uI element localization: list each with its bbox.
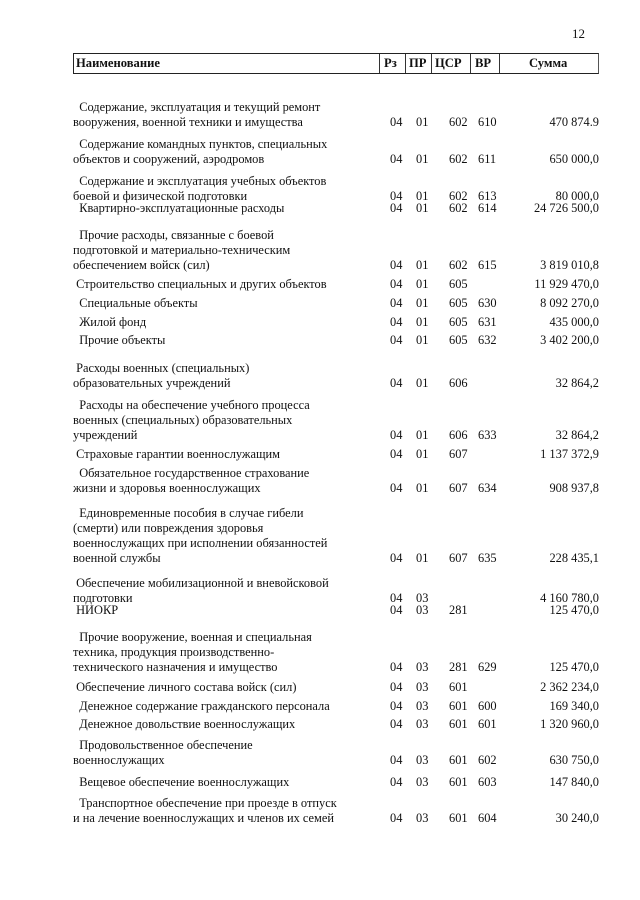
row-name-line: Вещевое обеспечение военнослужащих — [73, 775, 290, 789]
row-name — [73, 506, 378, 566]
row-name-line: Продовольственное обеспечение — [73, 738, 253, 752]
table-row — [73, 447, 599, 462]
table-row — [73, 603, 599, 618]
page-number: 12 — [572, 26, 585, 41]
cell-sum: 3 402 200,0 — [540, 333, 599, 347]
row-name-line: вооружения, военной техники и имущества — [73, 115, 303, 129]
row-name — [73, 630, 378, 675]
cell-sum: 435 000,0 — [549, 315, 599, 329]
table-row — [73, 775, 599, 790]
table-row — [73, 315, 599, 330]
row-name-line: НИОКР — [73, 603, 119, 617]
table-row — [73, 630, 599, 675]
cell-vr: 633 — [478, 428, 497, 442]
row-name — [73, 603, 378, 618]
budget-table — [73, 53, 599, 825]
cell-sum: 4 160 780,0 — [540, 591, 599, 605]
row-name — [73, 699, 378, 714]
cell-pr: 01 — [416, 189, 429, 203]
row-name-line: учреждений — [73, 428, 138, 442]
cell-sum: 630 750,0 — [549, 753, 599, 767]
cell-vr: 631 — [478, 315, 497, 329]
row-name-line: Содержание, эксплуатация и текущий ремонт — [73, 100, 321, 114]
row-name-line: технического назначения и имущество — [73, 660, 278, 674]
row-name-line: Единовременные пособия в случае гибели — [73, 506, 304, 520]
cell-sum: 125 470,0 — [549, 603, 599, 617]
cell-sum: 3 819 010,8 — [540, 258, 599, 272]
row-name — [73, 775, 378, 790]
table-row — [73, 506, 599, 566]
cell-rz: 04 — [390, 753, 403, 767]
cell-csr: 602 — [449, 258, 468, 272]
row-name-line: Квартирно-эксплуатационные расходы — [73, 201, 285, 215]
cell-csr: 281 — [449, 660, 468, 674]
cell-rz: 04 — [390, 680, 403, 694]
table-row — [73, 699, 599, 714]
table-row — [73, 796, 599, 826]
cell-sum: 169 340,0 — [549, 699, 599, 713]
row-name — [73, 680, 378, 695]
cell-rz: 04 — [390, 376, 403, 390]
row-name-line: Содержание и эксплуатация учебных объектов — [73, 174, 327, 188]
row-name-line: Содержание командных пунктов, специальных — [73, 137, 328, 151]
cell-pr: 03 — [416, 660, 429, 674]
cell-csr: 601 — [449, 811, 468, 825]
cell-pr: 01 — [416, 258, 429, 272]
cell-csr: 606 — [449, 428, 468, 442]
cell-sum: 32 864,2 — [555, 428, 599, 442]
table-row — [73, 277, 599, 292]
cell-sum: 11 929 470,0 — [534, 277, 599, 291]
cell-rz: 04 — [390, 315, 403, 329]
header-csr: ЦСР — [435, 56, 462, 70]
cell-rz: 04 — [390, 551, 403, 565]
cell-vr: 600 — [478, 699, 497, 713]
cell-pr: 03 — [416, 699, 429, 713]
row-name — [73, 361, 378, 391]
cell-sum: 24 726 500,0 — [533, 201, 599, 215]
cell-csr: 605 — [449, 333, 468, 347]
cell-csr: 281 — [449, 603, 468, 617]
row-name-line: Строительство специальных и других объектов — [73, 277, 327, 291]
row-name-line: Расходы военных (специальных) — [73, 361, 250, 375]
row-name — [73, 228, 378, 273]
cell-rz: 04 — [390, 333, 403, 347]
table-row — [73, 576, 599, 606]
cell-csr: 607 — [449, 551, 468, 565]
cell-csr: 605 — [449, 296, 468, 310]
row-name-line: и на лечение военнослужащих и членов их семей — [73, 811, 335, 825]
cell-vr: 632 — [478, 333, 497, 347]
cell-csr: 601 — [449, 717, 468, 731]
cell-pr: 01 — [416, 376, 429, 390]
cell-csr: 602 — [449, 115, 468, 129]
cell-sum: 32 864,2 — [555, 376, 599, 390]
cell-vr: 630 — [478, 296, 497, 310]
row-name-line: Расходы на обеспечение учебного процесса — [73, 398, 310, 412]
cell-sum: 650 000,0 — [549, 152, 599, 166]
cell-rz: 04 — [390, 428, 403, 442]
cell-rz: 04 — [390, 277, 403, 291]
table-row — [73, 137, 599, 167]
cell-csr: 601 — [449, 753, 468, 767]
row-name-line: техника, продукция производственно- — [73, 645, 275, 659]
cell-rz: 04 — [390, 258, 403, 272]
cell-rz: 04 — [390, 152, 403, 166]
cell-vr: 610 — [478, 115, 497, 129]
table-row — [73, 201, 599, 216]
cell-rz: 04 — [390, 115, 403, 129]
cell-pr: 01 — [416, 296, 429, 310]
cell-vr: 603 — [478, 775, 497, 789]
header-divider — [470, 54, 471, 73]
cell-pr: 01 — [416, 333, 429, 347]
cell-csr: 605 — [449, 277, 468, 291]
cell-csr: 602 — [449, 201, 468, 215]
table-row — [73, 680, 599, 695]
cell-vr: 635 — [478, 551, 497, 565]
cell-pr: 01 — [416, 152, 429, 166]
cell-pr: 03 — [416, 753, 429, 767]
cell-pr: 01 — [416, 551, 429, 565]
cell-vr: 604 — [478, 811, 497, 825]
cell-rz: 04 — [390, 189, 403, 203]
row-name — [73, 466, 378, 496]
cell-rz: 04 — [390, 775, 403, 789]
cell-pr: 01 — [416, 201, 429, 215]
row-name — [73, 201, 378, 216]
cell-rz: 04 — [390, 717, 403, 731]
cell-sum: 470 874.9 — [549, 115, 599, 129]
row-name — [73, 296, 378, 311]
row-name-line: Обеспечение мобилизационной и вневойсковой — [73, 576, 329, 590]
row-name-line: (смерти) или повреждения здоровья — [73, 521, 264, 535]
cell-rz: 04 — [390, 603, 403, 617]
table-header — [73, 53, 599, 74]
row-name-line: подготовкой и материально-техническим — [73, 243, 291, 257]
cell-vr: 614 — [478, 201, 497, 215]
cell-csr: 601 — [449, 775, 468, 789]
cell-csr: 601 — [449, 680, 468, 694]
header-sum: Сумма — [529, 56, 568, 70]
cell-rz: 04 — [390, 481, 403, 495]
row-name-line: Специальные объекты — [73, 296, 198, 310]
table-row — [73, 100, 599, 130]
row-name-line: объектов и сооружений, аэродромов — [73, 152, 265, 166]
row-name-line: Денежное содержание гражданского персонала — [73, 699, 330, 713]
row-name-line: обеспечением войск (сил) — [73, 258, 210, 272]
row-name-line: жизни и здоровья военнослужащих — [73, 481, 261, 495]
cell-vr: 615 — [478, 258, 497, 272]
cell-pr: 03 — [416, 775, 429, 789]
row-name-line: Прочие расходы, связанные с боевой — [73, 228, 274, 242]
row-name — [73, 333, 378, 348]
cell-pr: 01 — [416, 115, 429, 129]
header-divider — [431, 54, 432, 73]
row-name — [73, 576, 378, 606]
row-name-line: Обязательное государственное страхование — [73, 466, 310, 480]
row-name — [73, 174, 378, 204]
row-name-line: военнослужащих — [73, 753, 165, 767]
cell-pr: 03 — [416, 811, 429, 825]
cell-csr: 606 — [449, 376, 468, 390]
header-vr: ВР — [475, 56, 492, 70]
cell-csr: 602 — [449, 152, 468, 166]
row-name-line: Денежное довольствие военнослужащих — [73, 717, 296, 731]
header-pr: ПР — [409, 56, 427, 70]
cell-vr: 613 — [478, 189, 497, 203]
row-name-line: Обеспечение личного состава войск (сил) — [73, 680, 297, 694]
row-name — [73, 137, 378, 167]
cell-csr: 607 — [449, 481, 468, 495]
row-name — [73, 315, 378, 330]
row-name — [73, 738, 378, 768]
cell-rz: 04 — [390, 447, 403, 461]
cell-csr: 601 — [449, 699, 468, 713]
cell-sum: 30 240,0 — [555, 811, 599, 825]
cell-pr: 03 — [416, 591, 429, 605]
cell-rz: 04 — [390, 660, 403, 674]
cell-csr: 607 — [449, 447, 468, 461]
row-name-line: военной службы — [73, 551, 161, 565]
row-name-line: подготовки — [73, 591, 133, 605]
row-name — [73, 717, 378, 732]
cell-pr: 01 — [416, 481, 429, 495]
cell-rz: 04 — [390, 296, 403, 310]
cell-sum: 908 937,8 — [549, 481, 599, 495]
table-row — [73, 228, 599, 273]
table-row — [73, 296, 599, 311]
cell-pr: 01 — [416, 277, 429, 291]
table-row — [73, 717, 599, 732]
cell-sum: 1 320 960,0 — [540, 717, 599, 731]
row-name-line: образовательных учреждений — [73, 376, 231, 390]
row-name-line: военнослужащих при исполнении обязанностей — [73, 536, 328, 550]
row-name — [73, 100, 378, 130]
cell-sum: 8 092 270,0 — [540, 296, 599, 310]
row-name-line: Страховые гарантии военнослужащим — [73, 447, 280, 461]
table-row — [73, 398, 599, 443]
row-name-line: Прочие вооружение, военная и специальная — [73, 630, 312, 644]
cell-rz: 04 — [390, 201, 403, 215]
header-name: Наименование — [76, 56, 160, 70]
row-name-line: военных (специальных) образовательных — [73, 413, 293, 427]
header-divider — [405, 54, 406, 73]
cell-sum: 147 840,0 — [549, 775, 599, 789]
table-row — [73, 361, 599, 391]
cell-vr: 634 — [478, 481, 497, 495]
header-rz: Рз — [384, 56, 397, 70]
cell-vr: 602 — [478, 753, 497, 767]
row-name — [73, 796, 378, 826]
cell-vr: 611 — [478, 152, 497, 166]
row-name — [73, 447, 378, 462]
row-name — [73, 277, 378, 292]
cell-sum: 125 470,0 — [549, 660, 599, 674]
cell-vr: 601 — [478, 717, 497, 731]
row-name-line: боевой и физической подготовки — [73, 189, 248, 203]
cell-sum: 2 362 234,0 — [540, 680, 599, 694]
table-row — [73, 738, 599, 768]
cell-rz: 04 — [390, 811, 403, 825]
cell-pr: 01 — [416, 315, 429, 329]
cell-pr: 01 — [416, 428, 429, 442]
row-name-line: Жилой фонд — [73, 315, 147, 329]
cell-sum: 80 000,0 — [555, 189, 599, 203]
header-divider — [379, 54, 380, 73]
table-row — [73, 466, 599, 496]
cell-sum: 228 435,1 — [549, 551, 599, 565]
cell-rz: 04 — [390, 699, 403, 713]
row-name-line: Транспортное обеспечение при проезде в отпуск — [73, 796, 337, 810]
cell-csr: 605 — [449, 315, 468, 329]
cell-pr: 03 — [416, 680, 429, 694]
cell-pr: 03 — [416, 717, 429, 731]
row-name-line: Прочие объекты — [73, 333, 166, 347]
cell-csr: 602 — [449, 189, 468, 203]
cell-pr: 03 — [416, 603, 429, 617]
cell-rz: 04 — [390, 591, 403, 605]
table-row — [73, 333, 599, 348]
row-name — [73, 398, 378, 443]
header-divider — [499, 54, 500, 73]
table-row — [73, 174, 599, 204]
cell-vr: 629 — [478, 660, 497, 674]
cell-pr: 01 — [416, 447, 429, 461]
cell-sum: 1 137 372,9 — [540, 447, 599, 461]
